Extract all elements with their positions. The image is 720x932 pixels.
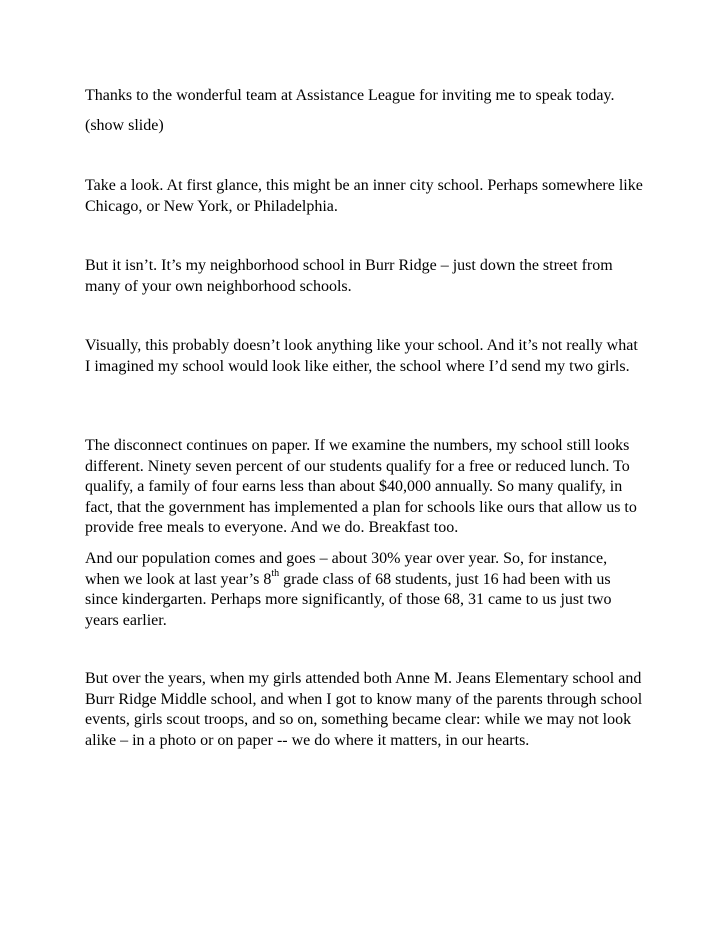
population-text-after: grade class of 68 students, just 16 had been with us since kindergarten. Perhaps more significantly, of those 68, 31 came to us just two years earlier.	[85, 570, 612, 629]
paragraph-visually: Visually, this probably doesn’t look anything like your school. And it’s not really what I imagined my school would look like either, the school where I’d send my two girls.	[85, 337, 638, 375]
paragraph-thanks: Thanks to the wonderful team at Assistance League for inviting me to speak today.	[85, 87, 615, 104]
paragraph-show-slide: (show slide)	[85, 117, 164, 134]
paragraph-population	[85, 549, 645, 631]
paragraph-burr-ridge: But it isn’t. It’s my neighborhood school in Burr Ridge – just down the street from many of your own neighborhood schools.	[85, 257, 613, 295]
paragraph-disconnect: The disconnect continues on paper. If we examine the numbers, my school still looks different. Ninety seven percent of our students qualify for a free or reduced lunch. To qualify, a family of four earns less than about $40,000 annually. So many qualify, in fact, that the government has implemented a plan for schools like ours that allow us to provide free meals to everyone. And we do. Breakfast too.	[85, 437, 637, 536]
superscript-th: th	[271, 568, 280, 580]
paragraph-take-a-look: Take a look. At first glance, this might be an inner city school. Perhaps somewhere like Chicago, or New York, or Philadelphia.	[85, 177, 643, 215]
population-text-before: And our population comes and goes – about 30% year over year. So, for instance, when we look at last year’s 8	[85, 550, 608, 588]
paragraph-over-the-years: But over the years, when my girls attended both Anne M. Jeans Elementary school and Burr Ridge Middle school, and when I got to know many of the parents through school events, girls scout troops, and so on, something became clear: while we may not look alike – in a photo or on paper -- we do where it matters, in our hearts.	[85, 670, 643, 749]
